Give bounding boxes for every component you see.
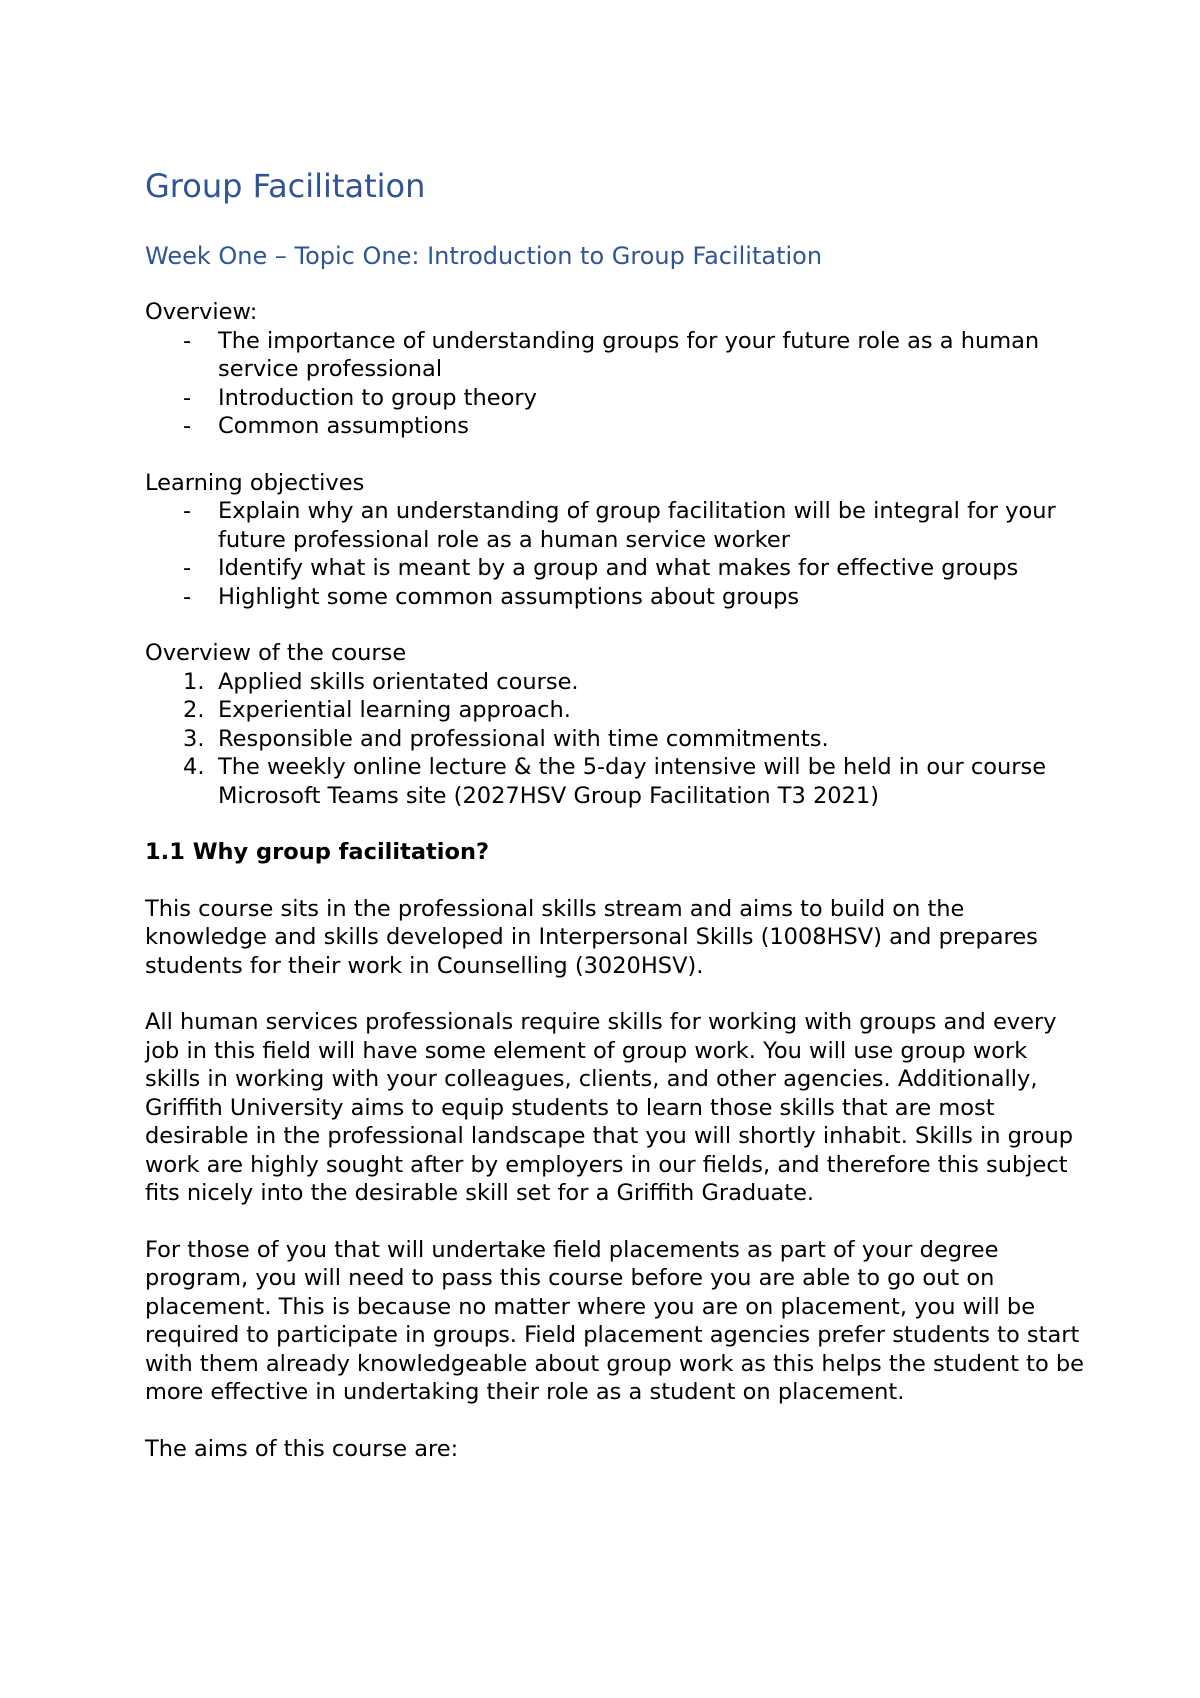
course-overview-section [145, 639, 1085, 810]
body-paragraph: This course sits in the professional skills stream and aims to build on the knowledge and skills developed in Interpersonal Skills (1008HSV) and prepares students for their work in Counselling (3020HSV). [145, 895, 1038, 979]
dash-marker: - [183, 583, 192, 610]
list-item [145, 412, 1085, 441]
week-topic-heading: Week One – Topic One: Introduction to Group Facilitation [145, 242, 823, 270]
dash-marker: - [183, 327, 192, 354]
list-item [145, 583, 1085, 612]
number-marker: 2. [183, 697, 205, 723]
list-item [145, 327, 1085, 384]
body-paragraph: The aims of this course are: [145, 1435, 459, 1462]
list-item [145, 753, 1085, 810]
overview-section [145, 298, 1085, 441]
overview-list [145, 327, 1085, 441]
number-marker: 4. [183, 754, 205, 780]
learning-objectives-list [145, 497, 1085, 611]
list-item-text: Experiential learning approach. [218, 697, 571, 723]
body-paragraph: For those of you that will undertake field placements as part of your degree program, you will need to pass this course before you are able to go out on placement. This is because no matter where you are on placement, you will be required to participate in groups. Field placement agencies prefer students to start with them already knowledgeable about group work as this helps the student to be more effective in undertaking their role as a student on placement. [145, 1236, 1084, 1405]
list-item-text: The importance of understanding groups for your future role as a human service professional [218, 327, 1040, 382]
list-item [145, 497, 1085, 554]
document-content [145, 166, 1085, 1463]
course-overview-label: Overview of the course [145, 640, 407, 666]
list-item-text: Responsible and professional with time commitments. [218, 725, 829, 752]
dash-marker: - [183, 384, 192, 411]
number-marker: 3. [183, 725, 205, 752]
dash-marker: - [183, 498, 192, 524]
number-marker: 1. [183, 668, 205, 695]
learning-objectives-section [145, 469, 1085, 612]
list-item-text: Explain why an understanding of group facilitation will be integral for your future professional role as a human service worker [218, 498, 1056, 553]
list-item [145, 725, 1085, 754]
list-item-text: Applied skills orientated course. [218, 668, 579, 695]
body-paragraph: All human services professionals require skills for working with groups and every job in this field will have some element of group work. You will use group work skills in working with your colleagues, clients, and other agencies. Additionally, Griffith University aims to equip students to learn those skills that are most desirable in the professional landscape that you will shortly inhabit. Skills in group work are highly sought after by employers in our fields, and therefore this subject fits nicely into the desirable skill set for a Griffith Graduate. [145, 1009, 1073, 1206]
list-item [145, 696, 1085, 725]
list-item-text: Introduction to group theory [218, 384, 537, 411]
list-item [145, 384, 1085, 413]
list-item [145, 554, 1085, 583]
document-title: Group Facilitation [145, 167, 426, 205]
overview-label: Overview: [145, 299, 258, 325]
list-item-text: Identify what is meant by a group and what makes for effective groups [218, 555, 1019, 581]
list-item-text: Highlight some common assumptions about groups [218, 583, 800, 610]
list-item-text: The weekly online lecture & the 5-day intensive will be held in our course Microsoft Teams site (2027HSV Group Facilitation T3 2021) [218, 754, 1047, 809]
learning-objectives-label: Learning objectives [145, 469, 365, 496]
section-heading-why-group-facilitation: 1.1 Why group facilitation? [145, 839, 490, 865]
list-item-text: Common assumptions [218, 413, 470, 439]
dash-marker: - [183, 413, 192, 439]
list-item [145, 668, 1085, 697]
dash-marker: - [183, 555, 192, 581]
course-overview-list [145, 668, 1085, 811]
